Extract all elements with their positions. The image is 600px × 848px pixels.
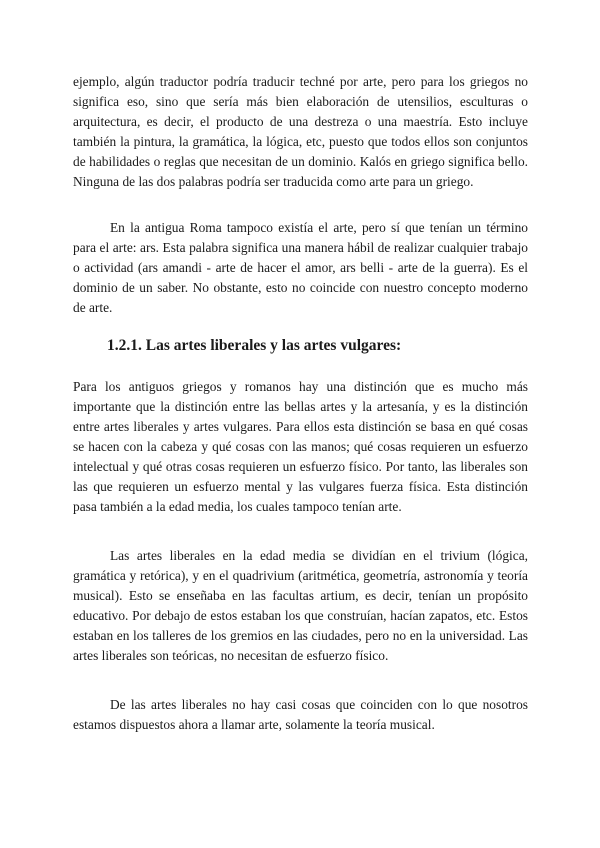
paragraph-text: Las artes liberales en la edad media se dividían en el trivium (lógica, gramática y retórica), y en el quadrivium (aritmética, geometría, astronomía y teoría musical). Esto se enseñaba en las facultas artium, es decir, tenían un propósito educativo. Por debajo de estos estaban los que construían, hacían zapatos, etc. Estos estaban en los talleres de los gremios en las ciudades, pero no en la universidad. Las artes liberales son teóricas, no necesitan de esfuerzo físico. [73, 548, 528, 663]
paragraph-text: En la antigua Roma tampoco existía el arte, pero sí que tenían un término para el arte: ars. Esta palabra significa una manera hábil de realizar cualquier trabajo o actividad (ars amandi - arte de hacer el amor, ars belli - arte de la guerra). Es el dominio de un saber. No obstante, esto no coincide con nuestro concepto moderno de arte. [73, 220, 528, 315]
paragraph-text: Para los antiguos griegos y romanos hay una distinción que es mucho más importante que la distinción entre las bellas artes y la artesanía, y es la distinción entre artes liberales y artes vulgares. Para ellos esta distinción se basa en qué cosas se hacen con la cabeza y qué cosas con las manos; qué cosas requieren un esfuerzo intelectual y qué otras cosas requieren un esfuerzo físico. Por tanto, las liberales son las que requieren un esfuerzo mental y las vulgares fuerza física. Esta distinción pasa también a la edad media, los cuales tampoco tenían arte. [73, 379, 528, 514]
paragraph-roma [73, 218, 528, 318]
paragraph-edad-media [73, 546, 528, 666]
paragraph-text: ejemplo, algún traductor podría traducir techné por arte, pero para los griegos no significa eso, sino que sería más bien elaboración de utensilios, esculturas o arquitectura, es decir, el producto de una destreza o una maestría. Esto incluye también la pintura, la gramática, la lógica, etc, puesto que todos ellos son conjuntos de habilidades o reglas que necesitan de un dominio. Kalós en griego significa bello. Ninguna de las dos palabras podría ser traducida como arte para un griego. [73, 74, 528, 189]
paragraph-distincion [73, 377, 528, 517]
paragraph-continuation [73, 72, 528, 192]
paragraph-text: De las artes liberales no hay casi cosas que coinciden con lo que nosotros estamos dispuestos ahora a llamar arte, solamente la teoría musical. [73, 697, 528, 732]
paragraph-conclusion [73, 695, 528, 735]
section-heading: 1.2.1. Las artes liberales y las artes vulgares: [107, 337, 402, 354]
